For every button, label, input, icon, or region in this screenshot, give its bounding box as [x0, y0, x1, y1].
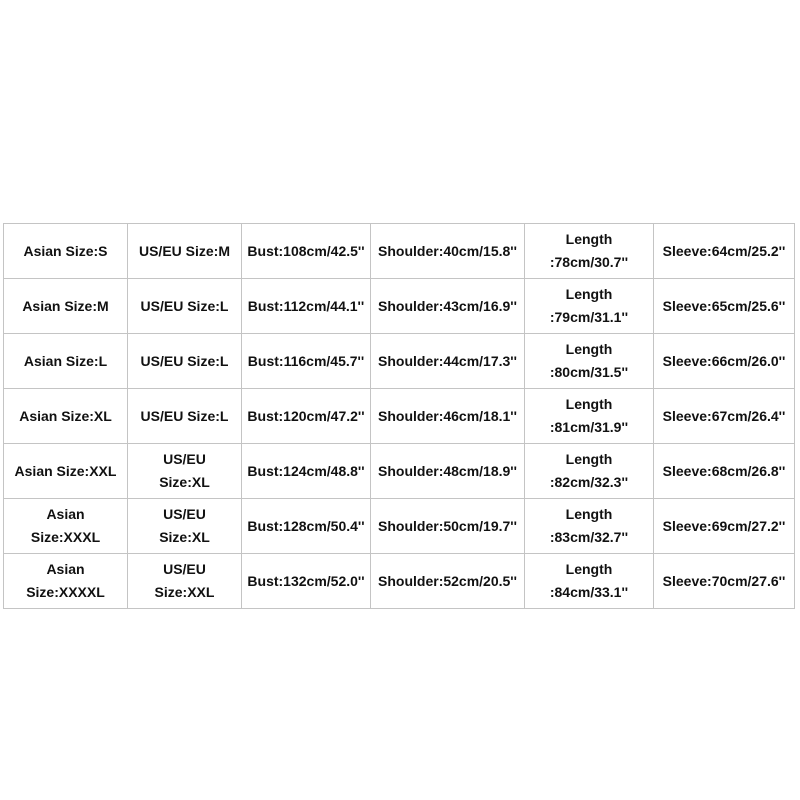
bust-cell: Bust:112cm/44.1'': [242, 279, 371, 334]
us-eu-size-cell: US/EU Size:XXL: [128, 554, 242, 609]
us-eu-size-cell: US/EU Size:XL: [128, 499, 242, 554]
length-cell: Length :79cm/31.1'': [525, 279, 654, 334]
us-eu-size-cell: US/EU Size:L: [128, 334, 242, 389]
sleeve-cell: Sleeve:64cm/25.2'': [654, 224, 795, 279]
shoulder-cell: Shoulder:50cm/19.7'': [371, 499, 525, 554]
length-cell: Length :84cm/33.1'': [525, 554, 654, 609]
length-cell: Length :78cm/30.7'': [525, 224, 654, 279]
bust-cell: Bust:124cm/48.8'': [242, 444, 371, 499]
length-cell: Length :82cm/32.3'': [525, 444, 654, 499]
asian-size-cell: Asian Size:L: [4, 334, 128, 389]
us-eu-size-cell: US/EU Size:XL: [128, 444, 242, 499]
us-eu-size-cell: US/EU Size:M: [128, 224, 242, 279]
table-row: [4, 224, 795, 279]
bust-cell: Bust:132cm/52.0'': [242, 554, 371, 609]
asian-size-cell: Asian Size:XXXXL: [4, 554, 128, 609]
table-row: [4, 499, 795, 554]
sleeve-cell: Sleeve:68cm/26.8'': [654, 444, 795, 499]
shoulder-cell: Shoulder:44cm/17.3'': [371, 334, 525, 389]
table-row: [4, 444, 795, 499]
size-chart-table: [3, 223, 795, 609]
bust-cell: Bust:128cm/50.4'': [242, 499, 371, 554]
length-cell: Length :81cm/31.9'': [525, 389, 654, 444]
asian-size-cell: Asian Size:XL: [4, 389, 128, 444]
sleeve-cell: Sleeve:66cm/26.0'': [654, 334, 795, 389]
sleeve-cell: Sleeve:67cm/26.4'': [654, 389, 795, 444]
table-row: [4, 334, 795, 389]
asian-size-cell: Asian Size:XXL: [4, 444, 128, 499]
shoulder-cell: Shoulder:48cm/18.9'': [371, 444, 525, 499]
table-row: [4, 554, 795, 609]
bust-cell: Bust:116cm/45.7'': [242, 334, 371, 389]
us-eu-size-cell: US/EU Size:L: [128, 389, 242, 444]
asian-size-cell: Asian Size:XXXL: [4, 499, 128, 554]
shoulder-cell: Shoulder:52cm/20.5'': [371, 554, 525, 609]
shoulder-cell: Shoulder:46cm/18.1'': [371, 389, 525, 444]
table-row: [4, 389, 795, 444]
sleeve-cell: Sleeve:70cm/27.6'': [654, 554, 795, 609]
length-cell: Length :80cm/31.5'': [525, 334, 654, 389]
sleeve-cell: Sleeve:69cm/27.2'': [654, 499, 795, 554]
bust-cell: Bust:108cm/42.5'': [242, 224, 371, 279]
bust-cell: Bust:120cm/47.2'': [242, 389, 371, 444]
table-row: [4, 279, 795, 334]
asian-size-cell: Asian Size:S: [4, 224, 128, 279]
sleeve-cell: Sleeve:65cm/25.6'': [654, 279, 795, 334]
shoulder-cell: Shoulder:40cm/15.8'': [371, 224, 525, 279]
shoulder-cell: Shoulder:43cm/16.9'': [371, 279, 525, 334]
asian-size-cell: Asian Size:M: [4, 279, 128, 334]
us-eu-size-cell: US/EU Size:L: [128, 279, 242, 334]
length-cell: Length :83cm/32.7'': [525, 499, 654, 554]
